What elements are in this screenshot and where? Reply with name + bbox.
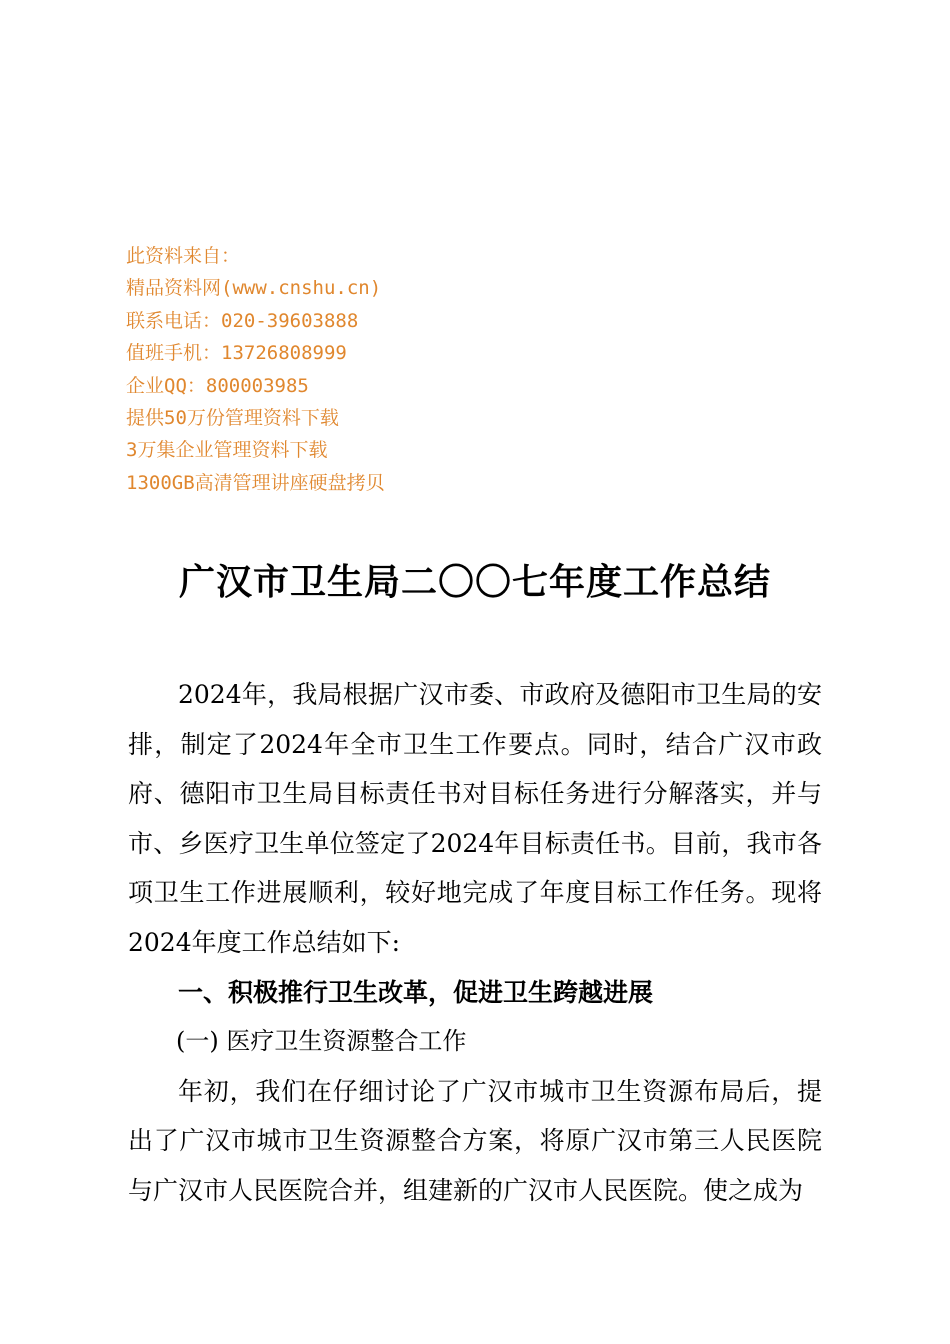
document-title: 广汉市卫生局二〇〇七年度工作总结: [178, 561, 771, 603]
intro-paragraph: 2024年，我局根据广汉市委、市政府及德阳市卫生局的安排，制定了2024年全市卫生工作要点。同时，结合广汉市政府、德阳市卫生局目标责任书对目标任务进行分解落实，并与市、乡医疗卫生单位签定了2024年目标责任书。目前，我市各项卫生工作进展顺利，较好地完成了年度目标工作任务。现将2024年度工作总结如下:: [128, 680, 822, 957]
document-body: [128, 670, 822, 1216]
source-line-from: 此资料来自：: [126, 245, 241, 267]
source-line-qq: 企业QQ：800003985: [126, 374, 309, 397]
source-line-mobile: 值班手机：13726808999: [126, 342, 347, 365]
subsection-1-paragraph: 年初，我们在仔细讨论了广汉市城市卫生资源布局后，提出了广汉市城市卫生资源整合方案，将原广汉市第三人民医院与广汉市人民医院合并，组建新的广汉市人民医院。使之成为: [128, 1076, 822, 1205]
source-line-website: 精品资料网(www.cnshu.cn): [126, 277, 382, 300]
section-1-heading: 一、积极推行卫生改革，促进卫生跨越进展: [178, 977, 654, 1007]
source-line-offer-1: 提供50万份管理资料下载: [126, 406, 339, 429]
subsection-1-heading: (一) 医疗卫生资源整合工作: [176, 1027, 467, 1056]
source-info-block: [126, 240, 826, 499]
source-line-phone: 联系电话：020-39603888: [126, 309, 359, 332]
source-line-offer-2: 3万集企业管理资料下载: [126, 439, 328, 462]
source-line-offer-3: 1300GB高清管理讲座硬盘拷贝: [126, 471, 385, 494]
